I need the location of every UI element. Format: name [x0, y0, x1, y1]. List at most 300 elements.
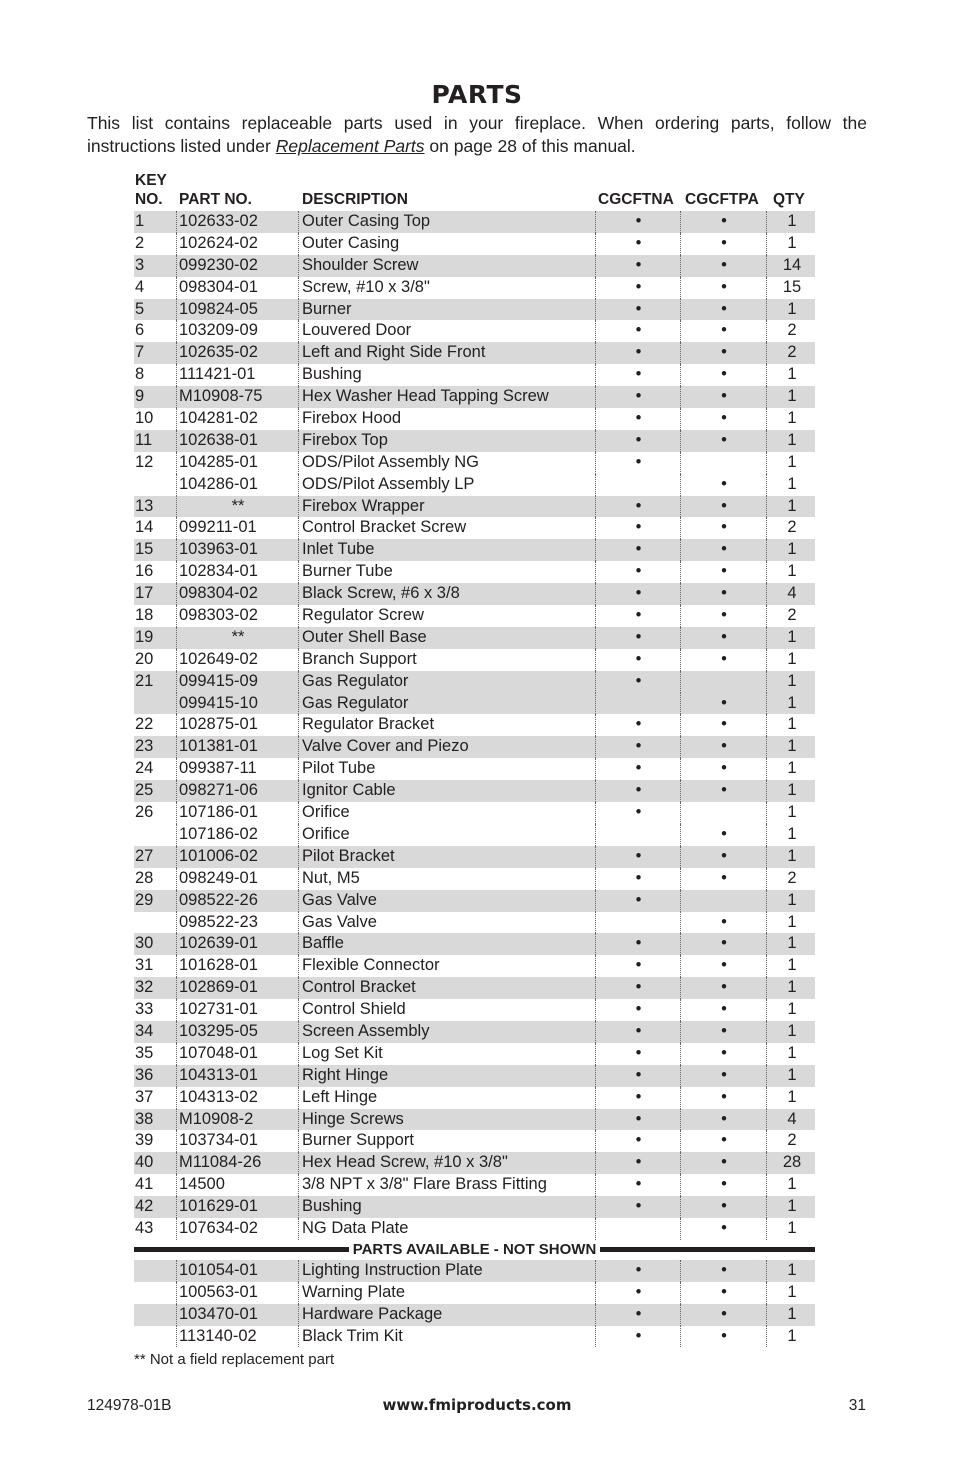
part-number-cell: 098303-02 [179, 606, 258, 625]
cgcftpa-cell: • [721, 474, 727, 493]
column-separator [176, 1152, 177, 1174]
cgcftna-cell: • [635, 584, 642, 603]
qty-cell: 1 [787, 365, 797, 384]
column-separator [298, 714, 299, 736]
column-separator [680, 846, 681, 868]
part-number-cell: 102731-01 [179, 1000, 258, 1019]
column-separator [766, 583, 767, 605]
not-shown-rows [134, 1260, 815, 1348]
column-separator [298, 1043, 299, 1065]
column-separator [176, 824, 177, 846]
description-cell: Hardware Package [302, 1304, 443, 1323]
column-separator [595, 1109, 596, 1131]
qty-cell: 1 [787, 627, 797, 646]
column-separator [595, 890, 596, 912]
column-separator [298, 671, 299, 693]
key-cell: 4 [135, 277, 145, 296]
qty-cell: 1 [787, 1197, 797, 1216]
column-separator [680, 605, 681, 627]
qty-cell: 1 [787, 562, 797, 581]
qty-cell: 1 [787, 803, 797, 822]
column-separator [176, 736, 177, 758]
key-cell: 6 [135, 321, 145, 340]
table-header [134, 172, 815, 211]
column-separator [680, 1065, 681, 1087]
key-cell: 29 [135, 890, 154, 909]
column-separator [766, 452, 767, 474]
qty-cell: 1 [787, 824, 797, 843]
column-separator [595, 912, 596, 934]
column-separator [766, 1152, 767, 1174]
column-separator [595, 1260, 596, 1282]
table-row [134, 1218, 815, 1240]
column-separator [680, 1326, 681, 1348]
column-separator [680, 408, 681, 430]
key-cell: 1 [135, 212, 145, 230]
cgcftpa-cell: • [721, 518, 727, 537]
part-number-cell: 098522-26 [179, 890, 258, 909]
cgcftna-cell: • [635, 299, 642, 318]
part-number-cell: ** [231, 627, 245, 646]
column-separator [680, 452, 681, 474]
description-cell: Regulator Bracket [302, 715, 435, 734]
description-cell: Pilot Tube [302, 759, 376, 778]
column-separator [766, 933, 767, 955]
column-separator [176, 802, 177, 824]
table-row [134, 277, 815, 299]
key-cell: 34 [135, 1021, 154, 1040]
column-separator [176, 627, 177, 649]
qty-cell: 1 [787, 759, 797, 778]
qty-cell: 1 [787, 737, 797, 756]
qty-cell: 1 [787, 1043, 797, 1062]
column-separator [176, 868, 177, 890]
cgcftpa-cell: • [721, 365, 727, 384]
cgcftpa-cell: • [721, 387, 727, 406]
column-separator [766, 1087, 767, 1109]
part-number-cell: 113140-02 [179, 1326, 257, 1345]
cgcftpa-cell: • [721, 1260, 727, 1279]
table-row [134, 474, 815, 496]
cgcftna-cell: • [635, 846, 642, 865]
column-separator [766, 255, 767, 277]
key-cell: 35 [135, 1043, 154, 1062]
description-cell: Firebox Wrapper [302, 496, 425, 515]
column-separator [298, 627, 299, 649]
column-separator [595, 1304, 596, 1326]
table-row [134, 955, 815, 977]
qty-cell: 1 [787, 1087, 797, 1106]
table-row [134, 671, 815, 693]
column-separator [176, 1196, 177, 1218]
key-cell: 27 [135, 846, 154, 865]
cgcftpa-cell: • [721, 824, 727, 843]
column-separator [595, 517, 596, 539]
qty-cell: 15 [782, 277, 802, 296]
part-number-cell: 102638-01 [179, 430, 258, 449]
column-separator [595, 320, 596, 342]
qty-cell: 1 [787, 409, 797, 428]
cgcftna-cell: • [635, 1000, 642, 1019]
column-separator [298, 1260, 299, 1282]
column-separator [766, 233, 767, 255]
column-separator [298, 299, 299, 321]
column-separator [298, 890, 299, 912]
description-cell: Black Screw, #6 x 3/8 [302, 584, 460, 603]
column-separator [680, 868, 681, 890]
column-separator [176, 1065, 177, 1087]
column-separator [176, 452, 177, 474]
key-cell: 26 [135, 803, 154, 822]
qty-cell: 4 [787, 584, 797, 603]
cgcftna-cell: • [635, 277, 642, 296]
column-separator [176, 364, 177, 386]
column-separator [595, 802, 596, 824]
column-separator [680, 1304, 681, 1326]
cgcftpa-cell: • [721, 584, 727, 603]
part-number-cell: 099415-09 [179, 671, 258, 690]
column-separator [595, 583, 596, 605]
cgcftna-cell: • [635, 1260, 642, 1279]
part-number-cell: 101629-01 [179, 1197, 258, 1216]
column-separator [766, 408, 767, 430]
cgcftpa-cell: • [721, 1043, 727, 1062]
table-row [134, 649, 815, 671]
key-cell: 21 [135, 671, 154, 690]
cgcftpa-cell: • [721, 1218, 727, 1237]
part-number-cell: M10908-75 [179, 387, 263, 406]
part-number-cell: 103963-01 [179, 540, 258, 559]
description-cell: Louvered Door [302, 321, 412, 340]
column-separator [766, 320, 767, 342]
column-separator [595, 671, 596, 693]
key-cell: 12 [135, 452, 154, 471]
part-number-cell: M11084-26 [179, 1153, 262, 1172]
key-cell: 39 [135, 1131, 154, 1150]
part-number-cell: 102649-02 [179, 649, 258, 668]
qty-cell: 1 [787, 1282, 797, 1301]
column-separator [176, 912, 177, 934]
description-cell: Burner [302, 299, 352, 318]
column-separator [298, 1130, 299, 1152]
column-separator [766, 868, 767, 890]
column-separator [680, 1196, 681, 1218]
cgcftna-cell: • [635, 365, 642, 384]
column-separator [766, 627, 767, 649]
column-separator [176, 955, 177, 977]
description-cell: Warning Plate [302, 1282, 406, 1301]
column-separator [595, 496, 596, 518]
column-separator [680, 255, 681, 277]
table-row [134, 364, 815, 386]
table-row [134, 1282, 815, 1304]
website-link[interactable]: www.fmiproducts.com [382, 1396, 572, 1414]
column-separator [766, 1196, 767, 1218]
column-separator [298, 342, 299, 364]
part-number-cell: 107634-02 [179, 1218, 258, 1237]
table-row [134, 627, 815, 649]
description-cell: Right Hinge [302, 1065, 389, 1084]
description-cell: Branch Support [302, 649, 417, 668]
column-separator [298, 255, 299, 277]
qty-cell: 1 [787, 1021, 797, 1040]
parts-table [134, 172, 815, 1368]
cgcftna-cell: • [635, 1109, 642, 1128]
part-number-cell: 102624-02 [179, 233, 258, 252]
key-cell: 8 [135, 365, 145, 384]
column-separator [176, 605, 177, 627]
cgcftna-cell: • [635, 978, 642, 997]
column-separator [176, 583, 177, 605]
column-separator [298, 846, 299, 868]
qty-cell: 1 [787, 1304, 797, 1323]
cgcftna-cell: • [635, 212, 642, 230]
description-cell: Shoulder Screw [302, 255, 419, 274]
column-separator [680, 233, 681, 255]
table-row [134, 693, 815, 715]
description-cell: Log Set Kit [302, 1043, 383, 1062]
description-cell: ODS/Pilot Assembly LP [302, 474, 475, 493]
qty-cell: 2 [787, 343, 797, 362]
cgcftpa-cell: • [721, 430, 727, 449]
table-row [134, 1043, 815, 1065]
column-separator [595, 649, 596, 671]
key-cell: 11 [135, 430, 153, 449]
qty-cell: 1 [787, 1065, 797, 1084]
cgcftna-cell: • [635, 1153, 642, 1172]
description-cell: Left Hinge [302, 1087, 378, 1106]
header-key-top: KEY [135, 172, 167, 189]
description-cell: Outer Shell Base [302, 627, 427, 646]
cgcftna-cell: • [635, 343, 642, 362]
part-number-cell: 101054-01 [179, 1260, 258, 1279]
column-separator [595, 452, 596, 474]
cgcftpa-cell: • [721, 1282, 727, 1301]
cgcftpa-cell: • [721, 212, 727, 230]
column-separator [680, 1282, 681, 1304]
cgcftna-cell: • [635, 409, 642, 428]
description-cell: Baffle [302, 934, 344, 953]
cgcftna-cell: • [635, 1065, 642, 1084]
part-number-cell: 109824-05 [179, 299, 258, 318]
qty-cell: 1 [787, 299, 797, 318]
intro-text-after: on page 28 of this manual. [424, 136, 636, 156]
column-separator [766, 1218, 767, 1240]
qty-cell: 1 [787, 212, 797, 230]
table-row [134, 868, 815, 890]
column-separator [298, 539, 299, 561]
description-cell: Screen Assembly [302, 1021, 430, 1040]
column-separator [176, 1130, 177, 1152]
column-separator [176, 933, 177, 955]
cgcftna-cell: • [635, 1282, 642, 1301]
qty-cell: 1 [787, 671, 797, 690]
header-qty: QTY [773, 191, 805, 208]
cgcftna-cell: • [635, 1043, 642, 1062]
column-separator [680, 517, 681, 539]
column-separator [595, 1021, 596, 1043]
column-separator [766, 802, 767, 824]
column-separator [298, 758, 299, 780]
cgcftpa-cell: • [721, 540, 727, 559]
column-separator [766, 277, 767, 299]
column-separator [595, 999, 596, 1021]
cgcftpa-cell: • [721, 649, 727, 668]
cgcftna-cell: • [635, 540, 642, 559]
key-cell: 9 [135, 387, 145, 406]
column-separator [298, 780, 299, 802]
description-cell: Gas Valve [302, 912, 377, 931]
column-separator [766, 671, 767, 693]
cgcftna-cell: • [635, 321, 642, 340]
qty-cell: 1 [787, 1218, 797, 1237]
key-cell: 2 [135, 233, 145, 252]
column-separator [766, 211, 767, 233]
description-cell: Control Bracket [302, 978, 416, 997]
column-separator [298, 1065, 299, 1087]
column-separator [680, 1087, 681, 1109]
column-separator [298, 1021, 299, 1043]
cgcftna-cell: • [635, 233, 642, 252]
table-row [134, 408, 815, 430]
column-separator [176, 299, 177, 321]
key-cell: 32 [135, 978, 154, 997]
qty-cell: 1 [787, 387, 797, 406]
column-separator [595, 1218, 596, 1240]
cgcftna-cell: • [635, 387, 642, 406]
column-separator [595, 386, 596, 408]
part-number-cell: 102875-01 [179, 715, 258, 734]
column-separator [176, 1174, 177, 1196]
not-shown-divider [134, 1240, 815, 1260]
cgcftpa-cell: • [721, 409, 727, 428]
qty-cell: 1 [787, 912, 797, 931]
description-cell: Lighting Instruction Plate [302, 1260, 483, 1279]
table-row [134, 1152, 815, 1174]
column-separator [680, 430, 681, 452]
column-separator [298, 933, 299, 955]
column-separator [298, 561, 299, 583]
part-number-cell: 100563-01 [179, 1282, 258, 1301]
column-separator [680, 299, 681, 321]
cgcftna-cell: • [635, 890, 642, 909]
column-separator [766, 364, 767, 386]
key-cell: 37 [135, 1087, 154, 1106]
column-separator [766, 846, 767, 868]
column-separator [176, 255, 177, 277]
column-separator [595, 1065, 596, 1087]
qty-cell: 1 [787, 978, 797, 997]
key-cell: 42 [135, 1197, 154, 1216]
column-separator [595, 736, 596, 758]
column-separator [680, 211, 681, 233]
cgcftna-cell: • [635, 759, 642, 778]
column-separator [766, 649, 767, 671]
page-number: 31 [848, 1397, 866, 1414]
table-row [134, 561, 815, 583]
column-separator [680, 890, 681, 912]
column-separator [595, 868, 596, 890]
column-separator [595, 1282, 596, 1304]
qty-cell: 28 [782, 1153, 802, 1172]
description-cell: Screw, #10 x 3/8" [302, 277, 430, 296]
header-description: DESCRIPTION [302, 191, 408, 208]
column-separator [680, 1260, 681, 1282]
description-cell: Outer Casing [302, 233, 400, 252]
cgcftpa-cell: • [721, 255, 727, 274]
column-separator [595, 627, 596, 649]
description-cell: Black Trim Kit [302, 1326, 403, 1345]
column-separator [595, 933, 596, 955]
cgcftpa-cell: • [721, 956, 727, 975]
header-part-no: PART NO. [179, 191, 252, 208]
key-cell: 33 [135, 1000, 154, 1019]
qty-cell: 1 [787, 693, 797, 712]
description-cell: Orifice [302, 803, 350, 822]
part-number-cell: 101006-02 [179, 846, 258, 865]
table-row [134, 999, 815, 1021]
description-cell: Control Shield [302, 1000, 406, 1019]
column-separator [595, 299, 596, 321]
key-cell: 10 [135, 409, 154, 428]
part-number-cell: ** [231, 496, 245, 515]
part-number-cell: 099230-02 [179, 255, 258, 274]
description-cell: Firebox Top [302, 430, 388, 449]
column-separator [766, 977, 767, 999]
column-separator [176, 1021, 177, 1043]
column-separator [595, 977, 596, 999]
column-separator [680, 627, 681, 649]
qty-cell: 1 [787, 781, 797, 800]
column-separator [680, 649, 681, 671]
column-separator [176, 890, 177, 912]
column-separator [176, 1109, 177, 1131]
column-separator [680, 977, 681, 999]
cgcftpa-cell: • [721, 1175, 727, 1194]
qty-cell: 2 [787, 518, 797, 537]
description-cell: Bushing [302, 1197, 362, 1216]
column-separator [298, 736, 299, 758]
column-separator [680, 320, 681, 342]
column-separator [766, 539, 767, 561]
cgcftpa-cell: • [721, 1131, 727, 1150]
column-separator [176, 474, 177, 496]
header-cgcftna: CGCFTNA [598, 191, 674, 208]
page-title: PARTS [431, 80, 523, 109]
part-number-cell: 107186-02 [179, 824, 258, 843]
qty-cell: 1 [787, 956, 797, 975]
description-cell: Firebox Hood [302, 409, 402, 428]
column-separator [176, 1087, 177, 1109]
column-separator [595, 233, 596, 255]
table-row [134, 846, 815, 868]
column-separator [766, 1021, 767, 1043]
column-separator [298, 999, 299, 1021]
table-row [134, 736, 815, 758]
column-separator [298, 386, 299, 408]
table-row [134, 1196, 815, 1218]
parts-rows [134, 211, 815, 1240]
column-separator [766, 780, 767, 802]
qty-cell: 1 [787, 430, 797, 449]
cgcftpa-cell: • [721, 627, 727, 646]
column-separator [766, 890, 767, 912]
qty-cell: 1 [787, 1326, 797, 1345]
part-number-cell: 104281-02 [179, 409, 258, 428]
description-cell: ODS/Pilot Assembly NG [302, 452, 479, 471]
column-separator [680, 539, 681, 561]
table-row [134, 233, 815, 255]
